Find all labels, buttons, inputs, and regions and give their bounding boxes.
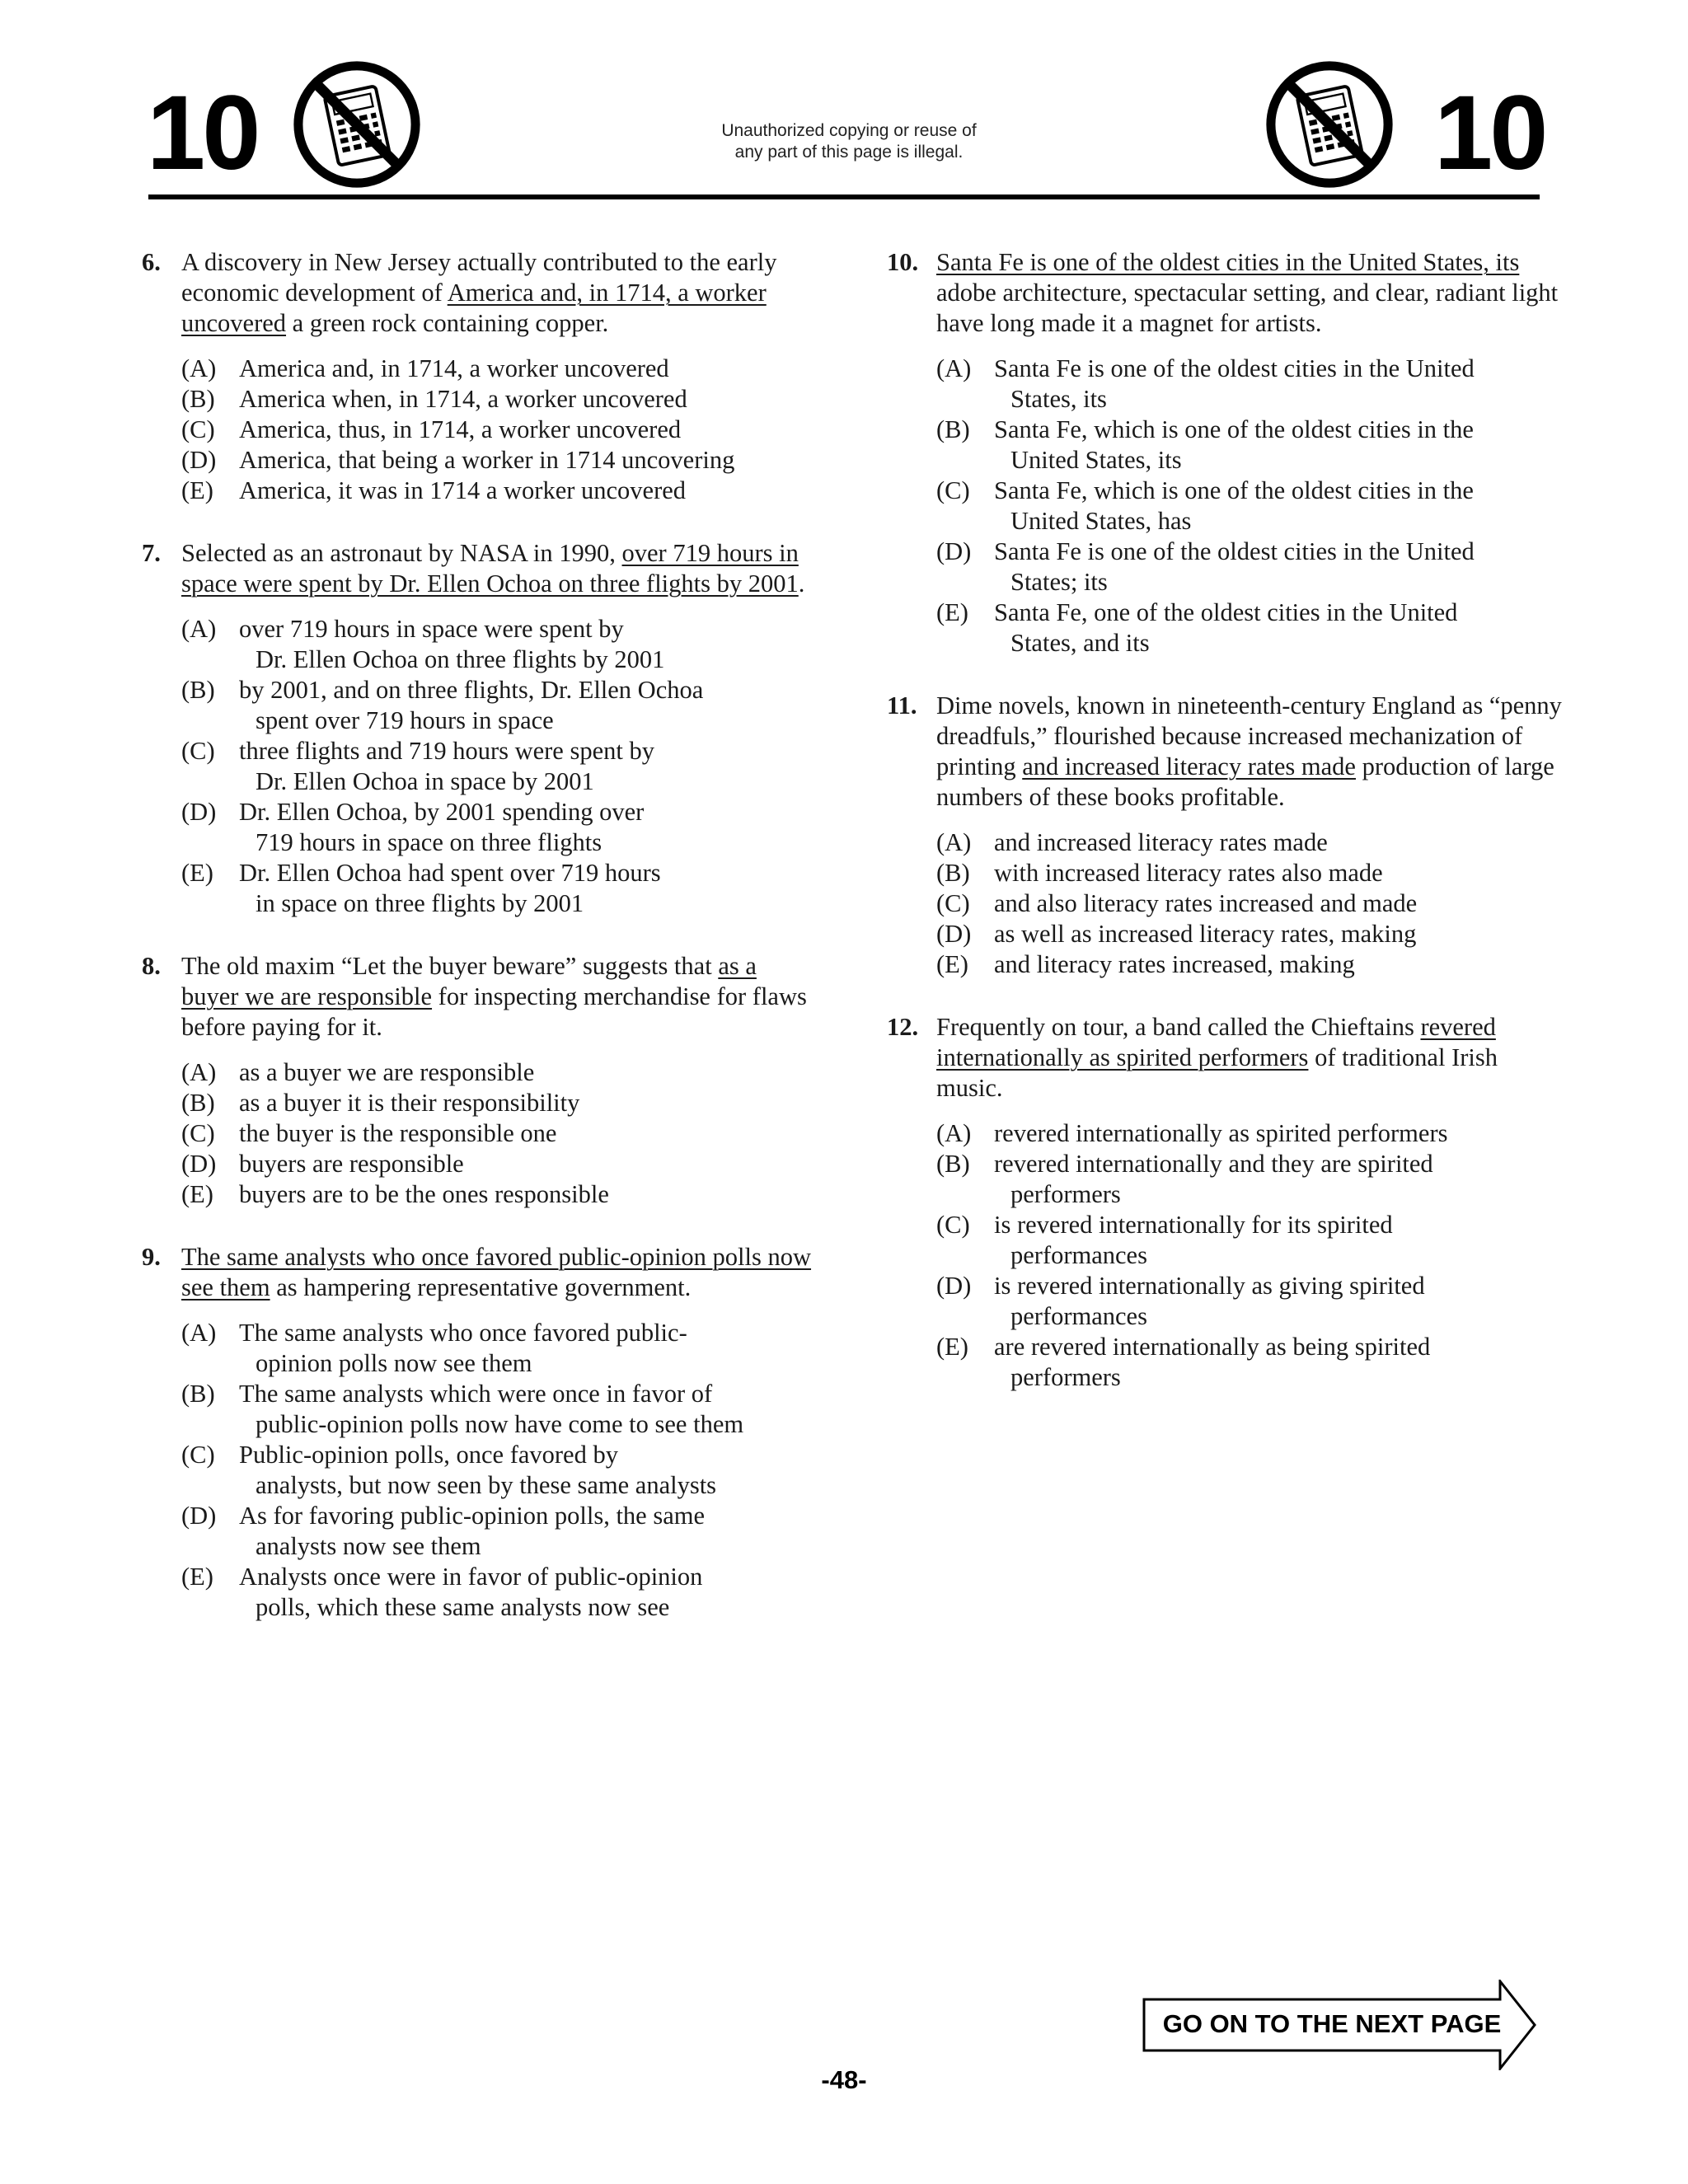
answer-choice-a[interactable] (181, 614, 818, 675)
answer-choice-c[interactable] (181, 1118, 818, 1149)
answer-choice-b[interactable] (181, 1088, 818, 1118)
left-column (142, 247, 818, 1623)
choice-letter: (C) (181, 1119, 215, 1147)
choice-letter: (C) (936, 889, 970, 917)
choice-line: spent over 719 hours in space (256, 706, 554, 734)
choice-line: Dr. Ellen Ochoa on three flights by 2001 (256, 645, 665, 673)
answer-choice-c[interactable] (181, 736, 818, 797)
choice-line: United States, its (1010, 446, 1182, 474)
choice-line: performances (1010, 1241, 1147, 1269)
choice-text (994, 476, 1566, 537)
choice-letter: (E) (181, 859, 213, 887)
answer-choices (936, 354, 1566, 658)
question-12 (887, 1012, 1566, 1393)
page-number: -48- (821, 2065, 867, 2094)
choice-line: The same analysts who once favored public- (239, 1319, 687, 1347)
choice-line: are revered internationally as being spirited (994, 1333, 1431, 1361)
choice-text: America, it was in 1714 a worker uncovered (239, 476, 687, 504)
question-number: 7. (142, 539, 161, 567)
question-11 (887, 691, 1566, 980)
answer-choice-d[interactable] (936, 537, 1566, 598)
choice-letter: (C) (936, 476, 970, 504)
answer-choice-a[interactable] (181, 1057, 818, 1088)
stem-text: Selected as an astronaut by NASA in 1990, (181, 539, 622, 567)
question-stem (936, 1012, 1566, 1104)
choice-letter: (D) (181, 446, 217, 474)
choice-line: Santa Fe is one of the oldest cities in the United (994, 354, 1475, 382)
answer-choice-a[interactable] (936, 1118, 1566, 1149)
choice-letter: (B) (181, 1380, 215, 1408)
choice-letter: (D) (181, 798, 217, 826)
choice-line: Dr. Ellen Ochoa in space by 2001 (256, 767, 594, 795)
choice-line: over 719 hours in space were spent by (239, 615, 624, 643)
answer-choice-e[interactable] (936, 949, 1566, 980)
choice-line: analysts now see them (256, 1532, 481, 1560)
question-number: 9. (142, 1243, 161, 1271)
choice-line: Santa Fe, one of the oldest cities in the United (994, 598, 1458, 626)
answer-choices (181, 1318, 818, 1623)
choice-letter: (A) (936, 1119, 972, 1147)
answer-choice-e[interactable] (181, 476, 818, 506)
choice-line: performers (1010, 1180, 1121, 1208)
question-8 (142, 951, 818, 1210)
choice-text (994, 415, 1566, 476)
choice-line: Santa Fe, which is one of the oldest cities in the (994, 476, 1474, 504)
choice-line: Santa Fe, which is one of the oldest cities in the (994, 415, 1474, 443)
choice-line: States; its (1010, 568, 1108, 596)
choice-letter: (A) (936, 828, 972, 856)
choice-text: the buyer is the responsible one (239, 1119, 557, 1147)
stem-text: The old maxim “Let the buyer beware” suggests that (181, 952, 719, 980)
choice-text (239, 614, 818, 675)
answer-choice-e[interactable] (936, 1332, 1566, 1393)
choice-letter: (E) (181, 1563, 213, 1591)
answer-choice-d[interactable] (181, 797, 818, 858)
question-stem (936, 247, 1566, 339)
choice-text (994, 1332, 1566, 1393)
choice-letter: (A) (181, 354, 217, 382)
stem-text: of traditional Irish music. (936, 1043, 1498, 1102)
answer-choice-b[interactable] (936, 858, 1566, 888)
notice-line-1: Unauthorized copying or reuse of (721, 121, 977, 140)
choice-text: buyers are to be the ones responsible (239, 1180, 609, 1208)
choice-letter: (B) (181, 385, 215, 413)
stem-underlined-text: revered internationally as spirited performers (936, 1013, 1496, 1071)
question-stem (181, 538, 818, 599)
choice-text (994, 1210, 1566, 1271)
choice-text (239, 1379, 818, 1440)
right-column (887, 247, 1566, 1393)
choice-line: is revered internationally as giving spirited (994, 1272, 1425, 1300)
choice-text (994, 354, 1566, 415)
choice-line: Public-opinion polls, once favored by (239, 1441, 618, 1469)
choice-text: with increased literacy rates also made (994, 859, 1383, 887)
choice-text: America when, in 1714, a worker uncovered (239, 385, 687, 413)
stem-text: production of large numbers of these books profitable. (936, 752, 1554, 811)
choice-line: United States, has (1010, 507, 1192, 535)
answer-choice-b[interactable] (181, 384, 818, 415)
question-number: 12. (887, 1013, 919, 1041)
no-calculator-icon (292, 59, 422, 190)
choice-text: buyers are responsible (239, 1150, 464, 1178)
answer-choice-b[interactable] (936, 1149, 1566, 1210)
stem-underlined-text: Santa Fe is one of the oldest cities in the United States, its (936, 248, 1520, 276)
choice-letter: (D) (936, 920, 972, 948)
choice-letter: (C) (181, 1441, 215, 1469)
answer-choice-d[interactable] (181, 1501, 818, 1562)
choice-line: The same analysts which were once in favor of (239, 1380, 713, 1408)
choice-letter: (B) (936, 415, 970, 443)
answer-choice-a[interactable] (181, 1318, 818, 1379)
choice-text (239, 1562, 818, 1623)
question-stem (181, 951, 818, 1043)
choice-line: by 2001, and on three flights, Dr. Ellen Ochoa (239, 676, 704, 704)
choice-text (994, 1149, 1566, 1210)
answer-choice-d[interactable] (181, 1149, 818, 1179)
choice-text: and also literacy rates increased and made (994, 889, 1418, 917)
choice-line: States, its (1010, 385, 1107, 413)
section-number-left: 10 (147, 74, 258, 192)
choice-text: America, thus, in 1714, a worker uncovered (239, 415, 682, 443)
answer-choices (181, 354, 818, 506)
choice-letter: (D) (181, 1150, 217, 1178)
answer-choice-c[interactable] (181, 1440, 818, 1501)
choice-text (994, 537, 1566, 598)
answer-choice-e[interactable] (936, 598, 1566, 658)
choice-line: performers (1010, 1363, 1121, 1391)
answer-choice-c[interactable] (936, 1210, 1566, 1271)
choice-letter: (C) (936, 1211, 970, 1239)
choice-text: as a buyer it is their responsibility (239, 1089, 580, 1117)
stem-text: as hampering representative government. (270, 1273, 692, 1301)
choice-line: Dr. Ellen Ochoa, by 2001 spending over (239, 798, 645, 826)
choice-line: States, and its (1010, 629, 1150, 657)
choice-text: America and, in 1714, a worker uncovered (239, 354, 669, 382)
choice-letter: (B) (936, 859, 970, 887)
choice-text (239, 675, 818, 736)
answer-choice-c[interactable] (181, 415, 818, 445)
choice-line: 719 hours in space on three flights (256, 828, 603, 856)
question-9 (142, 1242, 818, 1623)
choice-text (994, 1271, 1566, 1332)
choice-letter: (E) (181, 476, 213, 504)
answer-choices (936, 1118, 1566, 1393)
stem-text: Dime novels, known in nineteenth-century England as “penny dreadfuls,” flourished because increased mechanization of printing (936, 691, 1562, 780)
choice-letter: (D) (181, 1502, 217, 1530)
choice-line: As for favoring public-opinion polls, the same (239, 1502, 705, 1530)
answer-choices (181, 614, 818, 919)
stem-text: for inspecting merchandise for flaws before paying for it. (181, 982, 807, 1041)
answer-choice-e[interactable] (181, 1562, 818, 1623)
answer-choice-d[interactable] (936, 919, 1566, 949)
choice-text (239, 1318, 818, 1379)
choice-line: polls, which these same analysts now see (256, 1593, 670, 1621)
choice-line: public-opinion polls now have come to see them (256, 1410, 744, 1438)
stem-text: . (798, 569, 805, 598)
answer-choice-c[interactable] (936, 476, 1566, 537)
choice-letter: (C) (181, 415, 215, 443)
answer-choice-b[interactable] (181, 1379, 818, 1440)
choice-text (239, 736, 818, 797)
answer-choices (181, 1057, 818, 1210)
next-page-label[interactable]: GO ON TO THE NEXT PAGE (1162, 2009, 1502, 2038)
choice-letter: (D) (936, 537, 972, 565)
notice-line-2: any part of this page is illegal. (734, 143, 964, 162)
stem-underlined-text: The same analysts who once favored public-opinion polls now see them (181, 1243, 812, 1301)
choice-line: performances (1010, 1302, 1147, 1330)
answer-choice-d[interactable] (181, 445, 818, 476)
question-number: 11. (887, 691, 917, 719)
answer-choice-a[interactable] (936, 827, 1566, 858)
choice-letter: (E) (936, 1333, 968, 1361)
choice-letter: (B) (181, 676, 215, 704)
choice-text (239, 797, 818, 858)
choice-line: Analysts once were in favor of public-opinion (239, 1563, 703, 1591)
choice-text (994, 598, 1566, 658)
stem-text: a green rock containing copper. (286, 309, 609, 337)
choice-text: and increased literacy rates made (994, 828, 1328, 856)
choice-text: and literacy rates increased, making (994, 950, 1355, 978)
choice-letter: (D) (936, 1272, 972, 1300)
choice-line: Dr. Ellen Ochoa had spent over 719 hours (239, 859, 661, 887)
question-number: 10. (887, 248, 919, 276)
choice-text (239, 1440, 818, 1501)
stem-underlined-text: as a buyer we are responsible (181, 952, 757, 1010)
answer-choice-b[interactable] (936, 415, 1566, 476)
choice-text: as a buyer we are responsible (239, 1058, 535, 1086)
choice-letter: (B) (181, 1089, 215, 1117)
answer-choice-e[interactable] (181, 858, 818, 919)
question-10 (887, 247, 1566, 658)
stem-underlined-text: over 719 hours in space were spent by Dr. Ellen Ochoa on three flights by 2001 (181, 539, 799, 598)
question-6 (142, 247, 818, 506)
question-stem (181, 1242, 818, 1303)
copyright-notice (635, 120, 1063, 163)
choice-line: opinion polls now see them (256, 1349, 532, 1377)
choice-text (239, 1501, 818, 1562)
answer-choice-b[interactable] (181, 675, 818, 736)
stem-underlined-text: and increased literacy rates made (1022, 752, 1356, 780)
section-number-right: 10 (1434, 74, 1545, 192)
choice-line: revered internationally and they are spirited (994, 1150, 1433, 1178)
question-stem (936, 691, 1566, 813)
answer-choice-e[interactable] (181, 1179, 818, 1210)
choice-line: in space on three flights by 2001 (256, 889, 584, 917)
question-7 (142, 538, 818, 919)
answer-choice-a[interactable] (181, 354, 818, 384)
header-rule (148, 194, 1540, 199)
choice-line: three flights and 719 hours were spent by (239, 737, 654, 765)
question-number: 6. (142, 248, 161, 276)
choice-line: analysts, but now seen by these same analysts (256, 1471, 717, 1499)
stem-text: A discovery in New Jersey actually contributed to the early economic development of (181, 248, 777, 307)
choice-letter: (A) (181, 1058, 217, 1086)
choice-text: revered internationally as spirited performers (994, 1119, 1448, 1147)
choice-text (239, 858, 818, 919)
question-number: 8. (142, 952, 161, 980)
stem-text: Frequently on tour, a band called the Chieftains (936, 1013, 1421, 1041)
stem-text: adobe architecture, spectacular setting, and clear, radiant light have long made it a magnet for artists. (936, 279, 1559, 337)
choice-letter: (A) (936, 354, 972, 382)
no-calculator-icon (1264, 59, 1395, 190)
choice-letter: (E) (936, 950, 968, 978)
choice-letter: (A) (181, 615, 217, 643)
choice-letter: (B) (936, 1150, 970, 1178)
choice-letter: (A) (181, 1319, 217, 1347)
choice-text: America, that being a worker in 1714 uncovering (239, 446, 735, 474)
stem-underlined-text: America and, in 1714, a worker uncovered (181, 279, 767, 337)
choice-text: as well as increased literacy rates, making (994, 920, 1417, 948)
choice-letter: (E) (181, 1180, 213, 1208)
page-header (0, 0, 1688, 206)
question-stem (181, 247, 818, 339)
choice-letter: (E) (936, 598, 968, 626)
answer-choice-a[interactable] (936, 354, 1566, 415)
choice-line: Santa Fe is one of the oldest cities in the United (994, 537, 1475, 565)
answer-choice-d[interactable] (936, 1271, 1566, 1332)
answer-choice-c[interactable] (936, 888, 1566, 919)
choice-line: is revered internationally for its spirited (994, 1211, 1393, 1239)
answer-choices (936, 827, 1566, 980)
choice-letter: (C) (181, 737, 215, 765)
